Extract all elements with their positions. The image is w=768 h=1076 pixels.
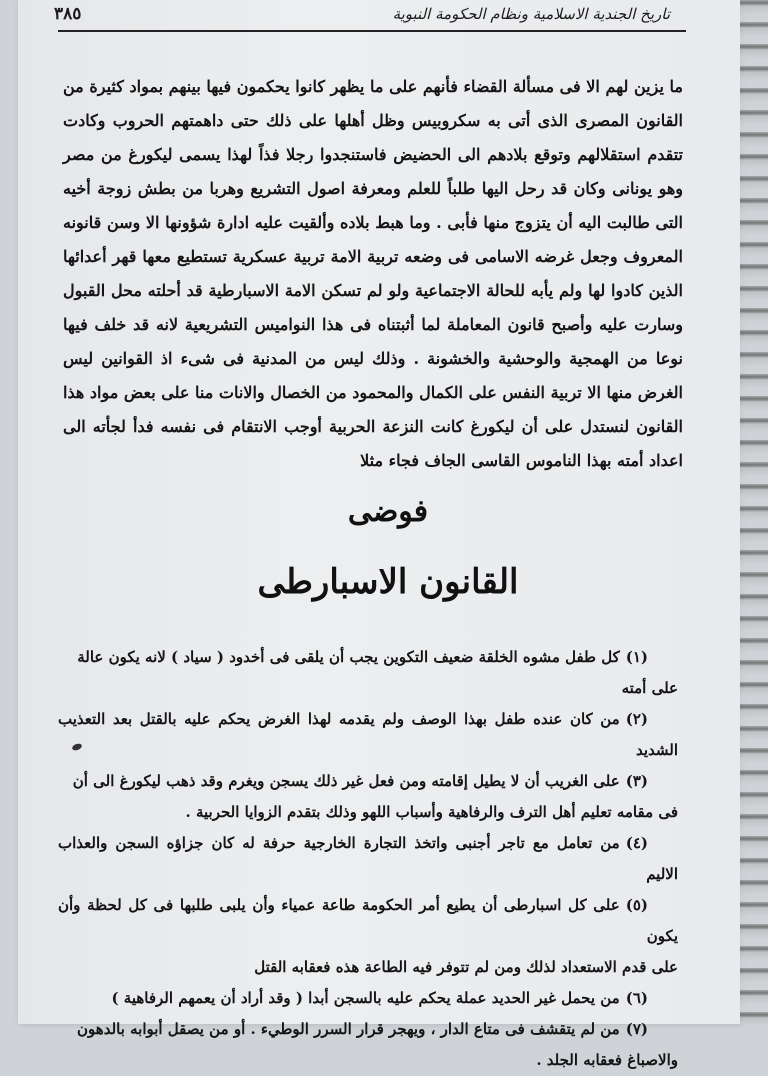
law-text: على الغريب أن لا يطيل إقامته ومن فعل غير ذلك يسجن ويغرم وقد ذهب ليكورغ الى أن — [72, 772, 620, 790]
law-text: من لم يتقشف فى متاع الدار ، ويهجر قرار السرر الوطيء . أو من يصقل أبوابه بالدهون — [77, 1020, 620, 1038]
law-item-7 — [58, 1014, 678, 1076]
running-header — [54, 2, 670, 26]
law-text: كل طفل مشوه الخلقة ضعيف التكوين يجب أن يلقى فى أخدود ( سياد ) لانه يكون عالة — [77, 648, 620, 666]
law-text: من يحمل غير الحديد عملة يحكم عليه بالسجن أبدا ( وقد أراد أن يعمهم الرفاهية ) — [111, 989, 620, 1007]
book-page — [18, 0, 740, 1069]
body-paragraph: ما يزين لهم الا فى مسألة القضاء فأنهم على ما يظهر كانوا يحكمون فيها بينهم بمواد كثيرة من القانون المصرى الذى أتى به سكروبيس وظل أهلها على ذلك حتى داهمتهم الحروب وكادت تتقدم استقلالهم وتوقع بلادهم الى الحضيض فاستنجدوا رجلا فذاً لهذا يسمى ليكورغ من مصر وهو يونانى وكان قد رحل اليها طلباً للعلم ومعرفة اصول التشريع وهربا من بطش زوجة أخيه التى طالبت اليه أن يتزوج منها فأبى . وما هبط بلاده وألقيت عليه ادارة شؤونها الا وسن قانونه المعروف وجعل غرضه الاسامى فى وضعه تربية الامة تربية عسكرية تستطيع معها قهر أعدائها الذين كادوا لها ولم يأبه للحالة الاجتماعية ولو لم تسكن الامة الاسبارطية قد أحلته محل القبول وسارت عليه وأصبح قانون المعاملة لما أثبتناه فى هذا النواميس التشريعية لانه قد خلف فيها نوعا من الهمجية والوحشية والخشونة . وذلك ليس من المدنية فى شىء اذ القوانين ليس الغرض منها الا تربية النفس على الكمال والمحمود من الخصال والانات منا على بعض مواد هذا القانون لنستدل على أن ليكورغ كانت النزعة الحربية أوجب الانتقام فى نفسه فدأ لجأته الى اعداد أمته بهذا الناموس القاسى الجاف فجاء مثلا — [63, 77, 683, 470]
law-item-2 — [58, 704, 678, 766]
law-number: (٢) — [625, 710, 648, 728]
heading-line1: فوضى — [347, 494, 429, 529]
law-continuation: فى مقامه تعليم أهل الترف والرفاهية وأسباب اللهو وذلك بتقدم الزوايا الحربية . — [185, 803, 678, 821]
law-text: على كل اسبارطى أن يطيع أمر الحكومة طاعة عمياء وأن يلبى طلبها فى كل لحظة وأن يكون — [58, 896, 678, 945]
law-item-3 — [58, 766, 678, 828]
page-number: ٣٨٥ — [54, 4, 82, 24]
law-number: (٤) — [625, 834, 648, 852]
law-continuation: والاصباغ فعقابه الجلد . — [536, 1051, 678, 1069]
law-continuation: على أمته — [621, 679, 678, 697]
section-heading — [148, 490, 628, 612]
law-text: من تعامل مع تاجر أجنبى واتخذ التجارة الخارجية حرفة له كان جزاؤه السجن والعذاب الاليم — [58, 834, 678, 883]
law-item-5 — [58, 890, 678, 983]
law-number: (٣) — [625, 772, 648, 790]
law-number: (١) — [625, 648, 648, 666]
heading-line2: القانون الاسبارطى — [257, 562, 519, 602]
law-continuation: على قدم الاستعداد لذلك ومن لم تتوفر فيه الطاعة هذه فعقابه القتل — [254, 958, 678, 976]
law-item-4 — [58, 828, 678, 890]
law-item-1 — [58, 642, 678, 704]
law-item-6 — [58, 983, 678, 1014]
header-rule — [58, 30, 686, 32]
law-number: (٧) — [625, 1020, 648, 1038]
law-number: (٥) — [625, 896, 648, 914]
law-list — [58, 642, 678, 1076]
law-text: من كان عنده طفل بهذا الوصف ولم يقدمه لهذا الغرض يحكم عليه بالقتل بعد التعذيب الشديد — [58, 710, 678, 759]
spiral-binding — [740, 0, 768, 1024]
law-number: (٦) — [625, 989, 648, 1007]
header-title: تاريخ الجندية الاسلامية ونظام الحكومة النبوية — [392, 5, 670, 23]
